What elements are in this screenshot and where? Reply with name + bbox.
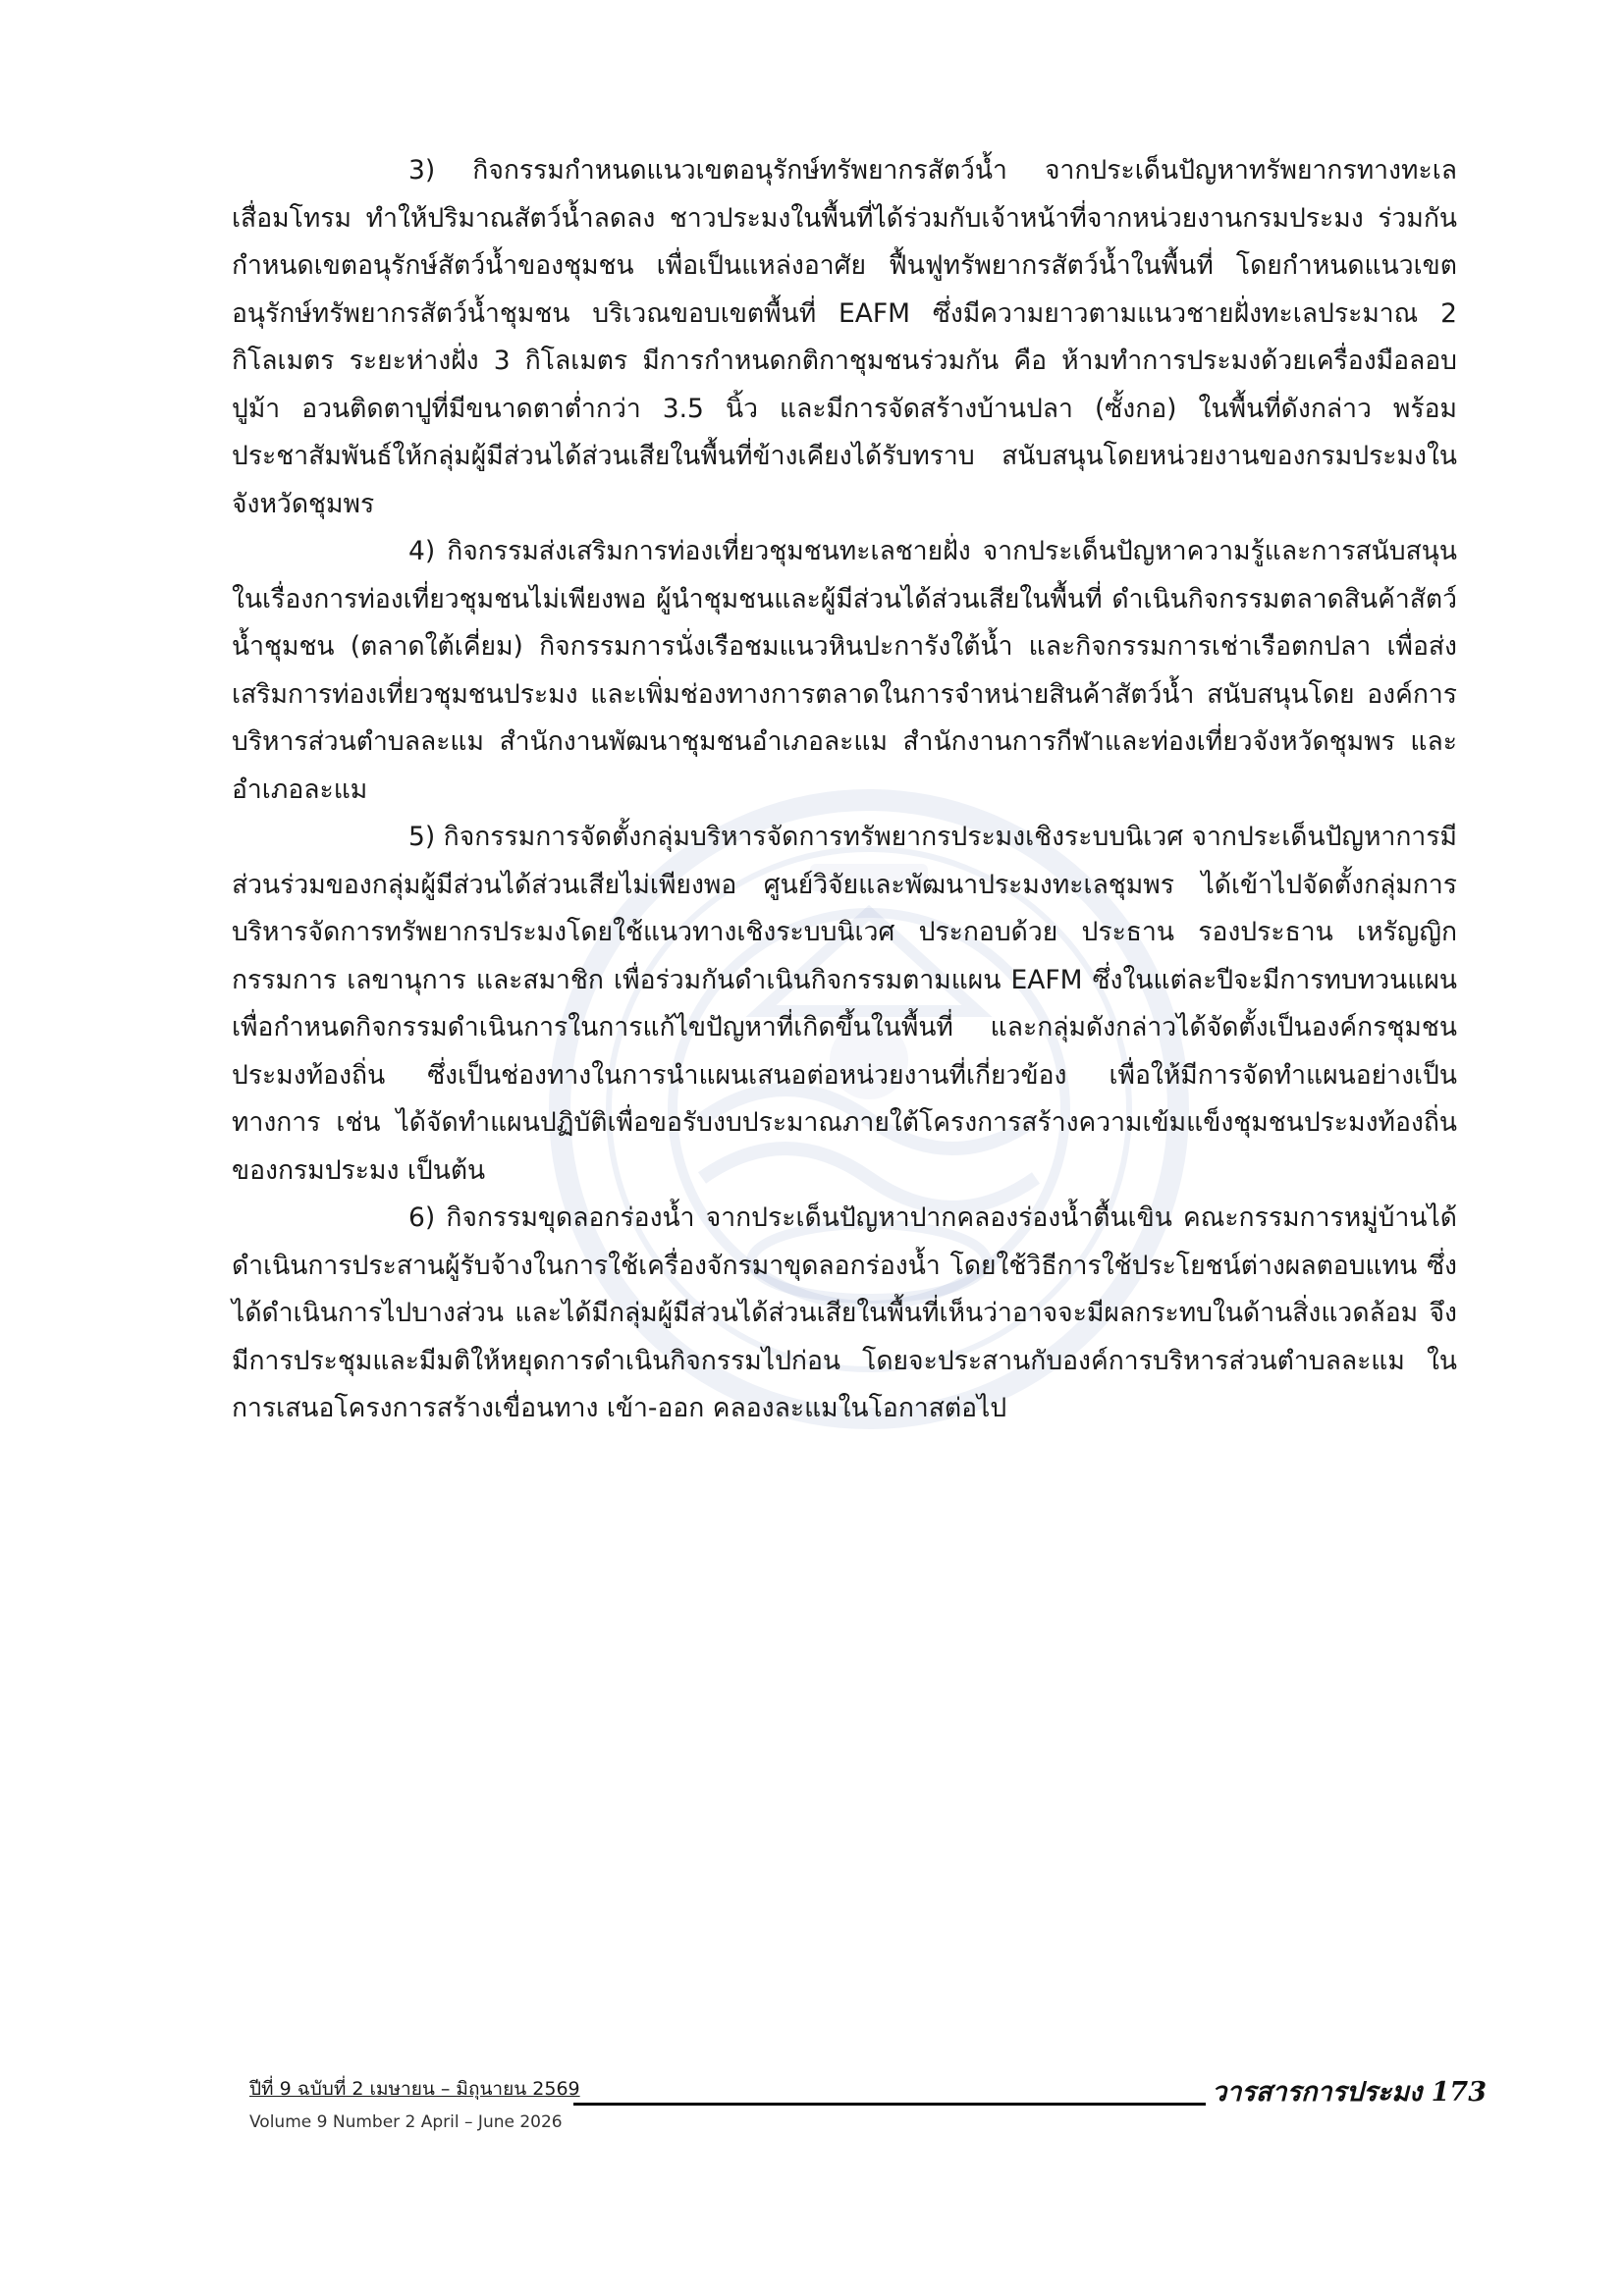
page-number: 173	[1431, 2077, 1487, 2108]
paragraph-4-community-tourism: 4) กิจกรรมส่งเสริมการท่องเที่ยวชุมชนทะเลชายฝั่ง จากประเด็นปัญหาความรู้และการสนับสนุนในเรื่องการท่องเที่ยวชุมชนไม่เพียงพอ ผู้นำชุมชนและผู้มีส่วนได้ส่วนเสียในพื้นที่ ดำเนินกิจกรรมตลาดสินค้าสัตว์น้ำชุมชน (ตลาดใต้เคี่ยม) กิจกรรมการนั่งเรือชมแนวหินปะการังใต้น้ำ และกิจกรรมการเช่าเรือตกปลา เพื่อส่งเสริมการท่องเที่ยวชุมชนประมง และเพิ่มช่องทางการตลาดในการจำหน่ายสินค้าสัตว์น้ำ สนับสนุนโดย องค์การบริหารส่วนตำบลละแม สำนักงานพัฒนาชุมชนอำเภอละแม สำนักงานการกีฬาและท่องเที่ยวจังหวัดชุมพร และอำเภอละแม	[232, 536, 1457, 805]
paragraph-3-conservation-zone: 3) กิจกรรมกำหนดแนวเขตอนุรักษ์ทรัพยากรสัตว์น้ำ จากประเด็นปัญหาทรัพยากรทางทะเลเสื่อมโทรม ทำให้ปริมาณสัตว์น้ำลดลง ชาวประมงในพื้นที่ได้ร่วมกับเจ้าหน้าที่จากหน่วยงานกรมประมง ร่วมกันกำหนดเขตอนุรักษ์สัตว์น้ำของชุมชน เพื่อเป็นแหล่งอาศัย ฟื้นฟูทรัพยากรสัตว์น้ำในพื้นที่ โดยกำหนดแนวเขตอนุรักษ์ทรัพยากรสัตว์น้ำชุมชน บริเวณขอบเขตพื้นที่ EAFM ซึ่งมีความยาวตามแนวชายฝั่งทะเลประมาณ 2 กิโลเมตร ระยะห่างฝั่ง 3 กิโลเมตร มีการกำหนดกติกาชุมชนร่วมกัน คือ ห้ามทำการประมงด้วยเครื่องมือลอบปูม้า อวนติดตาปูที่มีขนาดตาต่ำกว่า 3.5 นิ้ว และมีการจัดสร้างบ้านปลา (ซั้งกอ) ในพื้นที่ดังกล่าว พร้อมประชาสัมพันธ์ให้กลุ่มผู้มีส่วนได้ส่วนเสียในพื้นที่ข้างเคียงได้รับทราบ สนับสนุนโดยหน่วยงานของกรมประมงในจังหวัดชุมพร	[232, 155, 1457, 519]
issue-info-english: Volume 9 Number 2 April – June 2026	[249, 2112, 563, 2132]
journal-name: วารสารการประมง	[1212, 2077, 1423, 2108]
page-footer	[249, 2074, 1526, 2153]
paragraph-5-eafm-group: 5) กิจกรรมการจัดตั้งกลุ่มบริหารจัดการทรัพยากรประมงเชิงระบบนิเวศ จากประเด็นปัญหาการมีส่วนร่วมของกลุ่มผู้มีส่วนได้ส่วนเสียไม่เพียงพอ ศูนย์วิจัยและพัฒนาประมงทะเลชุมพร ได้เข้าไปจัดตั้งกลุ่มการบริหารจัดการทรัพยากรประมงโดยใช้แนวทางเชิงระบบนิเวศ ประกอบด้วย ประธาน รองประธาน เหรัญญิก กรรมการ เลขานุการ และสมาชิก เพื่อร่วมกันดำเนินกิจกรรมตามแผน EAFM ซึ่งในแต่ละปีจะมีการทบทวนแผนเพื่อกำหนดกิจกรรมดำเนินการในการแก้ไขปัญหาที่เกิดขึ้นในพื้นที่ และกลุ่มดังกล่าวได้จัดตั้งเป็นองค์กรชุมชนประมงท้องถิ่น ซึ่งเป็นช่องทางในการนำแผนเสนอต่อหน่วยงานที่เกี่ยวข้อง เพื่อให้มีการจัดทำแผนอย่างเป็นทางการ เช่น ได้จัดทำแผนปฏิบัติเพื่อขอรับงบประมาณภายใต้โครงการสร้างความเข้มแข็งชุมชนประมงท้องถิ่นของกรมประมง เป็นต้น	[232, 822, 1457, 1186]
journal-running-title	[1206, 2074, 1487, 2111]
paragraph-6-dredging: 6) กิจกรรมขุดลอกร่องน้ำ จากประเด็นปัญหาปากคลองร่องน้ำตื้นเขิน คณะกรรมการหมู่บ้านได้ดำเนินการประสานผู้รับจ้างในการใช้เครื่องจักรมาขุดลอกร่องน้ำ โดยใช้วิธีการใช้ประโยชน์ต่างผลตอบแทน ซึ่งได้ดำเนินการไปบางส่วน และได้มีกลุ่มผู้มีส่วนได้ส่วนเสียในพื้นที่เห็นว่าอาจจะมีผลกระทบในด้านสิ่งแวดล้อม จึงมีการประชุมและมีมติให้หยุดการดำเนินกิจกรรมไปก่อน โดยจะประสานกับองค์การบริหารส่วนตำบลละแม ในการเสนอโครงการสร้างเขื่อนทาง เข้า-ออก คลองละแมในโอกาสต่อไป	[232, 1202, 1457, 1423]
article-body	[232, 147, 1457, 1433]
issue-info-thai: ปีที่ 9 ฉบับที่ 2 เมษายน – มิถุนายน 2569	[249, 2078, 580, 2100]
